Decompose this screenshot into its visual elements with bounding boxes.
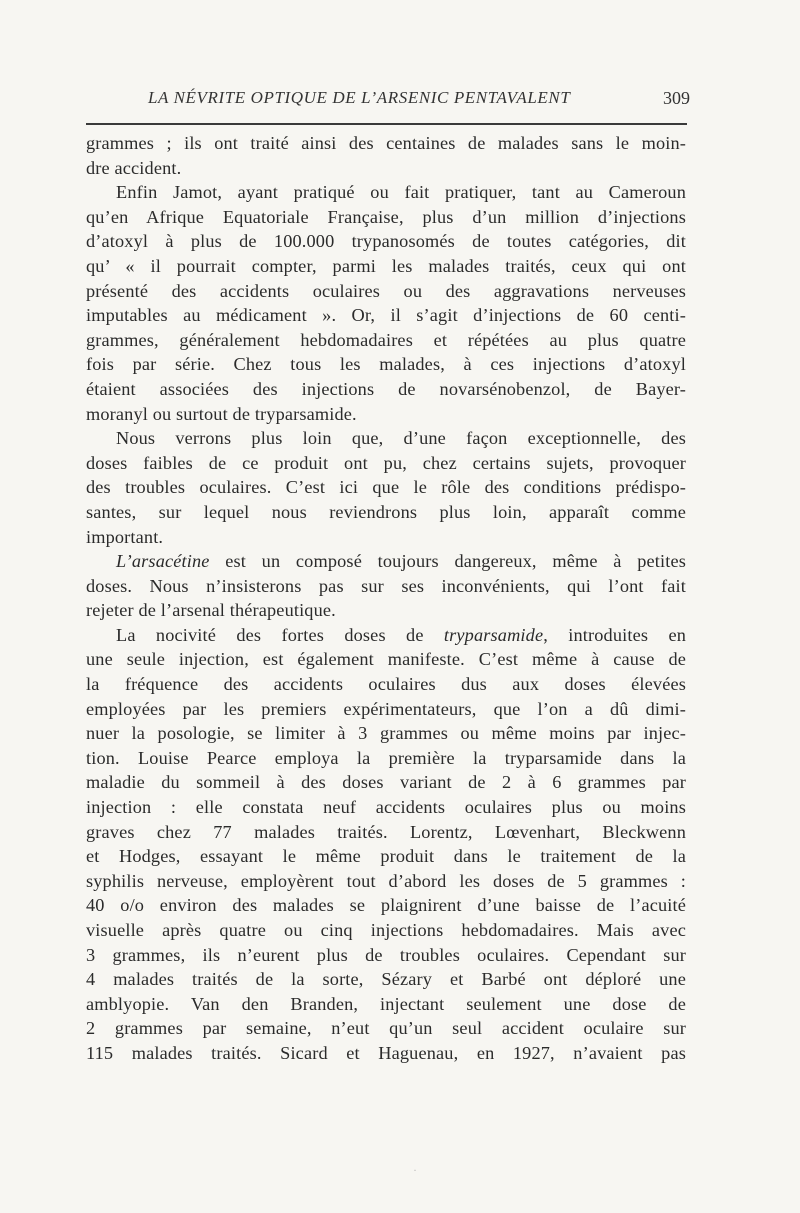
text-line: tion. Louise Pearce employa la première la tryparsamide dans la	[86, 747, 686, 768]
text-line: qu’ « il pourrait compter, parmi les malades traités, ceux qui ont	[86, 255, 686, 276]
text-line: important.	[86, 526, 164, 547]
text-line: qu’en Afrique Equatoriale Française, plus d’un million d’injections	[86, 206, 686, 227]
header-rule	[86, 123, 687, 125]
text-fragment: est un composé toujours dangereux, même à petites	[209, 551, 686, 572]
text-line: fois par série. Chez tous les malades, à ces injections d’atoxyl	[86, 354, 686, 375]
body-text	[86, 131, 686, 1066]
text-line: d’atoxyl à plus de 100.000 trypanosomés de toutes catégories, dit	[86, 231, 686, 252]
text-line: maladie du sommeil à des doses variant de 2 à 6 grammes par	[86, 772, 686, 793]
text-line: et Hodges, essayant le même produit dans le traitement de la	[86, 846, 686, 867]
text-line: santes, sur lequel nous reviendrons plus loin, apparaît comme	[86, 501, 686, 522]
page-header	[88, 88, 690, 116]
text-line: rejeter de l’arsenal thérapeutique.	[86, 600, 336, 621]
text-line: 3 grammes, ils n’eurent plus de troubles oculaires. Cependant sur	[86, 944, 686, 965]
text-line: nuer la posologie, se limiter à 3 grammes ou même moins par injec-	[86, 723, 686, 744]
text-line	[86, 623, 686, 648]
text-fragment: La nocivité des fortes doses de	[116, 624, 444, 645]
italic-term: tryparsamide	[443, 624, 544, 645]
text-line: Enfin Jamot, ayant pratiqué ou fait pratiquer, tant au Cameroun	[116, 182, 686, 203]
text-line: amblyopie. Van den Branden, injectant seulement une dose de	[86, 993, 686, 1014]
text-line: imputables au médicament ». Or, il s’agit d’injections de 60 centi-	[86, 305, 686, 326]
text-line: doses faibles de ce produit ont pu, chez certains sujets, provoquer	[86, 452, 686, 473]
text-line: une seule injection, est également manifeste. C’est même à cause de	[86, 649, 686, 670]
text-line: étaient associées des injections de novarsénobenzol, de Bayer-	[86, 378, 686, 399]
running-title: LA NÉVRITE OPTIQUE DE L’ARSENIC PENTAVALENT	[148, 88, 571, 107]
text-line: 115 malades traités. Sicard et Haguenau, en 1927, n’avaient pas	[86, 1042, 686, 1063]
text-line: injection : elle constata neuf accidents oculaires plus ou moins	[86, 797, 686, 818]
text-fragment: , introduites en	[543, 624, 686, 645]
italic-term: L’arsacétine	[116, 551, 210, 572]
text-line: graves chez 77 malades traités. Lorentz, Lœvenhart, Bleckwenn	[86, 821, 686, 842]
text-line: des troubles oculaires. C’est ici que le rôle des conditions prédispo-	[86, 477, 686, 498]
footer-mark: ·	[413, 1163, 417, 1177]
text-line: syphilis nerveuse, employèrent tout d’abord les doses de 5 grammes :	[86, 870, 686, 891]
text-line	[86, 549, 686, 574]
text-line: la fréquence des accidents oculaires dus aux doses élevées	[86, 674, 686, 695]
text-line: 40 o/o environ des malades se plaignirent d’une baisse de l’acuité	[86, 895, 686, 916]
text-line: grammes, généralement hebdomadaires et répétées au plus quatre	[86, 329, 686, 350]
text-line: présenté des accidents oculaires ou des aggravations nerveuses	[86, 280, 686, 301]
text-line: visuelle après quatre ou cinq injections hebdomadaires. Mais avec	[86, 920, 686, 940]
text-line: moranyl ou surtout de tryparsamide.	[86, 403, 357, 424]
text-line: 4 malades traités de la sorte, Sézary et Barbé ont déploré une	[86, 969, 686, 990]
text-line: doses. Nous n’insisterons pas sur ses inconvénients, qui l’ont fait	[86, 575, 686, 596]
text-line: dre accident.	[86, 157, 182, 178]
page-number: 309	[663, 88, 690, 108]
text-line: Nous verrons plus loin que, d’une façon exceptionnelle, des	[116, 428, 686, 449]
text-line: 2 grammes par semaine, n’eut qu’un seul accident oculaire sur	[86, 1018, 686, 1039]
text-line: employées par les premiers expérimentateurs, que l’on a dû dimi-	[86, 698, 686, 719]
text-line: grammes ; ils ont traité ainsi des centaines de malades sans le moin-	[86, 133, 686, 153]
